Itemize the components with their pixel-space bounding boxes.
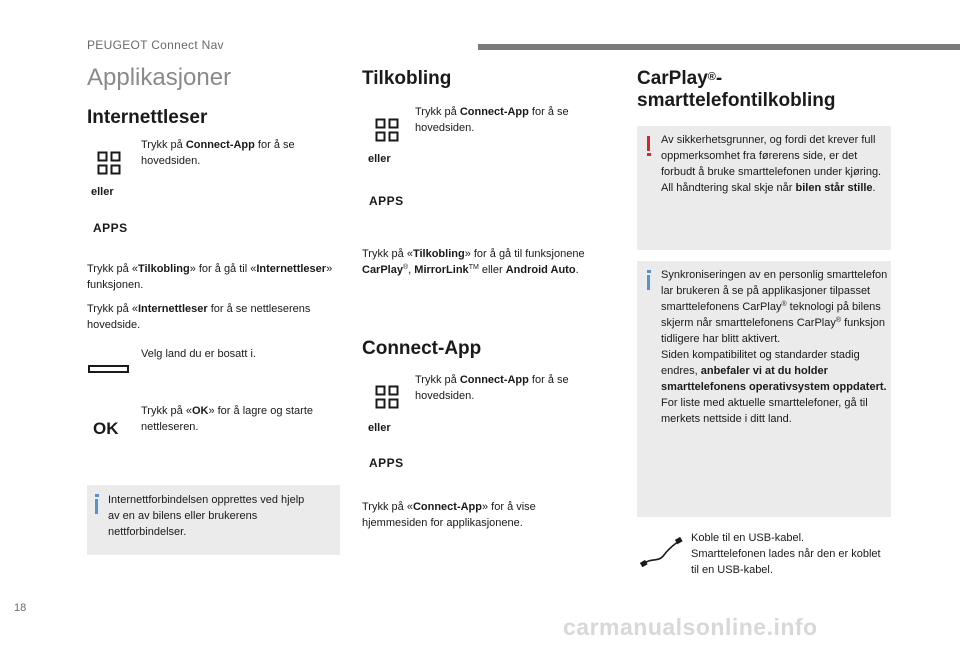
page-number: 18 [14, 602, 27, 614]
heading-connect-app: Connect-App [362, 338, 482, 359]
heading-internettleser: Internettleser [87, 107, 208, 128]
apps-button-label: APPS [369, 194, 404, 208]
heading-tilkobling: Tilkobling [362, 68, 452, 89]
ok-button-label: OK [93, 419, 119, 438]
para-tilkobling-funksjoner: Trykk på «Tilkobling» for å gå til funksjonene CarPlay®, MirrorLink™ eller Android Auto. [362, 248, 585, 276]
warning-text: Av sikkerhetsgrunner, og fordi det krever full oppmerksomhet fra førerens side, er det forbudt å bruke smarttelefonen under kjøring. All håndtering skal skje når bilen står stille. [661, 134, 882, 194]
page-title: Applikasjoner [87, 64, 232, 91]
grid-icon [375, 118, 399, 142]
usb-cable-icon [640, 537, 684, 567]
step-connect-app: Trykk på Connect-App for å se hovedsiden. [141, 139, 295, 167]
para-connect-app: Trykk på «Connect-App» for å vise hjemmesiden for applikasjonene. [362, 501, 536, 529]
country-field-icon [88, 365, 129, 373]
running-header: PEUGEOT Connect Nav [87, 38, 224, 52]
watermark: carmanualsonline.info [563, 614, 818, 640]
eller-label: eller [368, 153, 391, 165]
header-bar [478, 44, 960, 50]
step-connect-app: Trykk på Connect-App for å se hovedsiden. [415, 106, 569, 134]
para-internettleser: Trykk på «Internettleser for å se nettleserens hovedside. [87, 303, 311, 331]
heading-carplay: CarPlay®- smarttelefontilkobling [637, 68, 836, 111]
info-icon [95, 499, 98, 514]
step-velg-land: Velg land du er bosatt i. [141, 348, 256, 360]
para-tilkobling: Trykk på «Tilkobling» for å gå til «Internettleser» funksjonen. [87, 263, 333, 291]
info-icon [647, 275, 650, 290]
apps-button-label: APPS [93, 221, 128, 235]
warning-icon [647, 136, 650, 151]
info-note-internet [87, 485, 340, 555]
apps-button-label: APPS [369, 456, 404, 470]
grid-icon [375, 385, 399, 409]
step-ok: Trykk på «OK» for å lagre og starte nettleseren. [141, 405, 314, 433]
eller-label: eller [91, 186, 114, 198]
info-text: Synkroniseringen av en personlig smarttelefon lar brukeren å se på applikasjoner tilpasset smarttelefonens CarPlay® teknologi på bilens skjerm når smarttelefonens CarPlay® funksjon tidligere har blitt aktivert. Siden kompatibilitet og standarder stadig endres, anbefaler vi at du holder smarttelefonens operativsystem oppdatert. For liste med aktuelle smarttelefoner, gå til merkets nettside i ditt land. [661, 269, 888, 425]
eller-label: eller [368, 422, 391, 434]
info-note-carplay [637, 261, 891, 517]
step-connect-app: Trykk på Connect-App for å se hovedsiden. [415, 374, 569, 402]
grid-icon [97, 151, 121, 175]
warning-note [637, 126, 891, 250]
note-text: Internettforbindelsen opprettes ved hjelp av en av bilens eller brukerens nettforbindelser. [108, 494, 305, 538]
usb-instructions: Koble til en USB-kabel. Smarttelefonen lades når den er koblet til en USB-kabel. [691, 532, 881, 576]
